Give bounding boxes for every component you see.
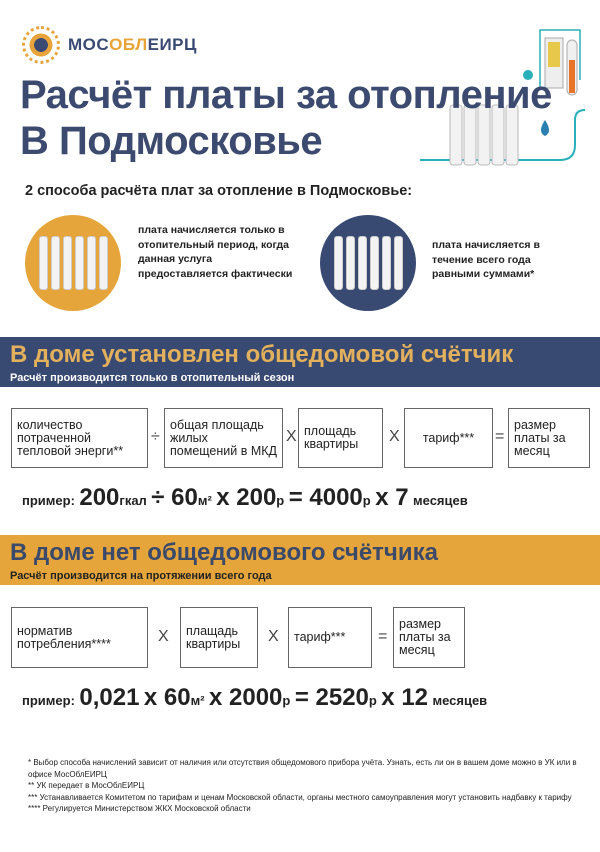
footnotes [28,757,578,815]
formula1-box: тариф*** [404,408,493,468]
equals-operator: = [378,628,388,645]
footnote: ** УК передает в МосОблЕИРЦ [28,781,145,790]
multiply-operator: X [389,428,400,445]
formula1-box: общая площадь жилых помещений в МКД [164,408,283,468]
radiator-orange-icon [25,215,121,311]
section1-subtitle: Расчёт производится только в отопительный сезон [10,372,295,384]
formula1-box: площадь квартиры [298,408,383,468]
formula2-box: тариф*** [288,607,372,668]
methods-heading: 2 способа расчёта плат за отопление в Подмосковье: [25,183,413,199]
formula2-box: плащадь квартиры [180,607,258,668]
section2-example: пример: 0,021 x 60м² x 2000р = 2520р x 12 месяцев [22,684,488,711]
multiply-operator: X [158,628,169,645]
section1-header [0,337,600,387]
section1-example: пример: 200гкал ÷ 60м² x 200р = 4000р x 7 месяцев [22,484,468,511]
footnote: **** Регулируется Министерством ЖКХ Московской области [28,804,251,813]
section1-title: В доме установлен общедомовой счётчик [10,341,514,368]
method-1-text: плата начисляется только в отопительный период, когда данная услуга предоставляется фактически [138,224,293,280]
formula2-box: норматив потребления**** [11,607,148,668]
radiator-navy-icon [320,215,416,311]
multiply-operator: X [286,428,297,445]
formula1-box: размер платы за месяц [508,408,590,468]
formula2-box: размер платы за месяц [393,607,465,668]
page-title-line1: Расчёт платы за отопление [20,73,552,117]
section2-header [0,535,600,585]
section2-subtitle: Расчёт производится на протяжении всего года [10,570,272,582]
section2-title: В доме нет общедомового счётчика [10,539,438,566]
page-title-line2: В Подмосковье [20,119,323,163]
logo-text: МОСОБЛЕИРЦ [68,35,197,54]
logo [22,26,197,64]
sun-logo-icon [22,26,60,64]
footnote: * Выбор способа начислений зависит от наличия или отсутствия общедомового прибора учёта. Узнать, есть ли он в вашем доме можно в УК или в офисе МосОблЕИРЦ [28,758,577,779]
footnote: *** Устанавливается Комитетом по тарифам и ценам Московской области, органы местного самоуправления могут установить надбавку к тарифу [28,792,572,802]
method-2-text: плата начисляется в течение всего года равными суммами* [432,239,540,280]
formula1-box: количество потраченной тепловой энерги** [11,408,148,468]
divide-operator: ÷ [151,428,160,445]
equals-operator: = [495,428,505,445]
multiply-operator: X [268,628,279,645]
